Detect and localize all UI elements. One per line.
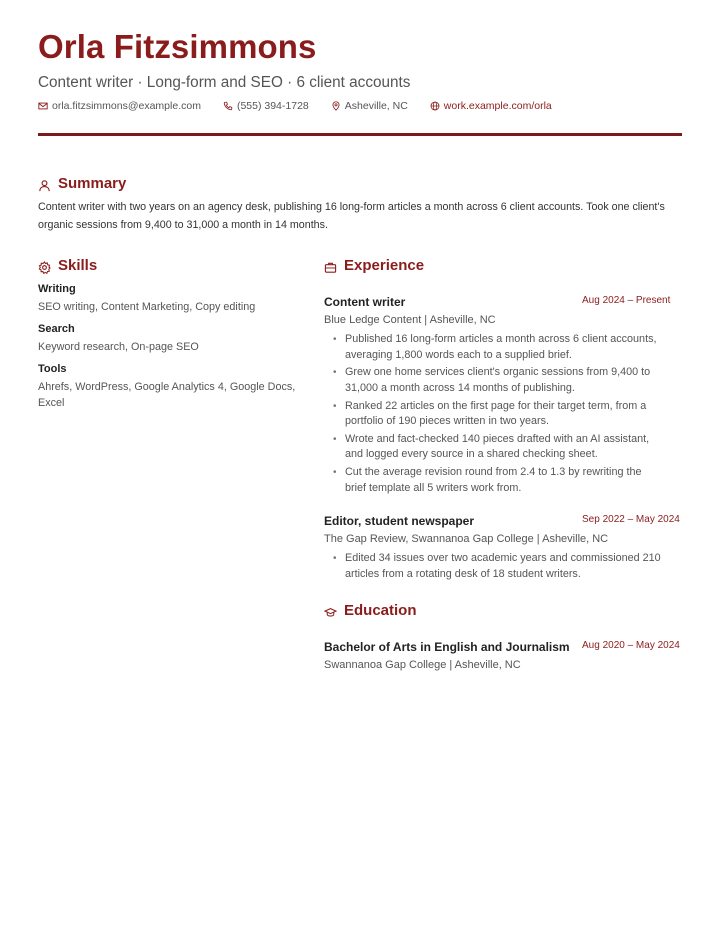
list-item: • Grew one home services client's organic sessions from 9,400 to 31,000 a month across 14 months of publishing. bbox=[324, 365, 662, 396]
job-org: The Gap Review, Swannanoa Gap College | Asheville, NC bbox=[324, 533, 609, 545]
summary-text: Content writer with two years on an agency desk, publishing 16 long-form articles a month across 6 client accounts. Took one client's organic sessions from 9,400 to 31,000 a month in 14 months. bbox=[38, 201, 665, 231]
briefcase-icon bbox=[324, 261, 337, 274]
job-bullets bbox=[324, 551, 662, 584]
resume-page bbox=[38, 0, 682, 932]
skill-category-tools: Tools bbox=[38, 363, 67, 375]
skill-items-search: Keyword research, On-page SEO bbox=[38, 341, 199, 353]
contact-bar bbox=[38, 100, 574, 112]
skill-category-writing: Writing bbox=[38, 283, 76, 295]
globe-icon bbox=[430, 101, 440, 111]
skills-heading-label: Skills bbox=[58, 257, 98, 274]
summary-heading-label: Summary bbox=[58, 175, 127, 192]
contact-website[interactable] bbox=[430, 100, 552, 112]
degree-title: Bachelor of Arts in English and Journalism bbox=[324, 640, 570, 654]
candidate-name: Orla Fitzsimmons bbox=[38, 28, 317, 65]
header-divider bbox=[38, 133, 682, 136]
list-item: • Wrote and fact-checked 140 pieces drafted with an AI assistant, and logged every source in a shared checking sheet. bbox=[324, 432, 662, 463]
list-item: • Cut the average revision round from 2.4 to 1.3 by rewriting the brief template all 5 writers work from. bbox=[324, 465, 662, 496]
skills-heading bbox=[38, 257, 97, 274]
list-item: • Published 16 long-form articles a month across 6 client accounts, averaging 1,800 words each to a supplied brief. bbox=[324, 332, 662, 363]
skill-category-search: Search bbox=[38, 323, 75, 335]
job-bullets bbox=[324, 332, 662, 498]
phone-text: (555) 394-1728 bbox=[236, 100, 309, 112]
school-name: Swannanoa Gap College | Asheville, NC bbox=[324, 659, 521, 671]
skill-items-tools: Ahrefs, WordPress, Google Analytics 4, Google Docs, Excel bbox=[38, 381, 296, 409]
experience-heading-label: Experience bbox=[344, 257, 425, 274]
list-item: • Ranked 22 articles on the first page for their target term, from a portfolio of 190 pieces written in two years. bbox=[324, 399, 662, 430]
job-dates: Aug 2024 – Present bbox=[582, 295, 671, 306]
contact-location bbox=[331, 100, 408, 112]
job-title: Content writer bbox=[324, 295, 406, 309]
gear-icon bbox=[38, 261, 51, 274]
email-text: orla.fitzsimmons@example.com bbox=[52, 100, 201, 112]
website-link[interactable]: work.example.com/orla bbox=[443, 100, 552, 112]
person-icon bbox=[38, 179, 51, 192]
job-dates: Sep 2022 – May 2024 bbox=[582, 514, 680, 525]
education-heading-label: Education bbox=[344, 602, 417, 619]
job-org: Blue Ledge Content | Asheville, NC bbox=[324, 314, 496, 326]
list-item: • Edited 34 issues over two academic years and commissioned 210 articles from a rotating desk of 18 student writers. bbox=[324, 551, 662, 582]
job-title: Editor, student newspaper bbox=[324, 514, 475, 528]
education-heading bbox=[324, 602, 417, 619]
skill-items-writing: SEO writing, Content Marketing, Copy editing bbox=[38, 301, 256, 313]
mail-icon bbox=[38, 101, 48, 111]
graduation-cap-icon bbox=[324, 606, 337, 619]
location-text: Asheville, NC bbox=[344, 100, 408, 112]
headline: Content writer · Long-form and SEO · 6 client accounts bbox=[38, 74, 411, 91]
phone-icon bbox=[223, 101, 233, 111]
summary-heading bbox=[38, 175, 126, 192]
map-pin-icon bbox=[331, 101, 341, 111]
contact-phone[interactable] bbox=[223, 100, 309, 112]
contact-email[interactable] bbox=[38, 100, 201, 112]
education-dates: Aug 2020 – May 2024 bbox=[582, 640, 680, 651]
experience-heading bbox=[324, 257, 424, 274]
